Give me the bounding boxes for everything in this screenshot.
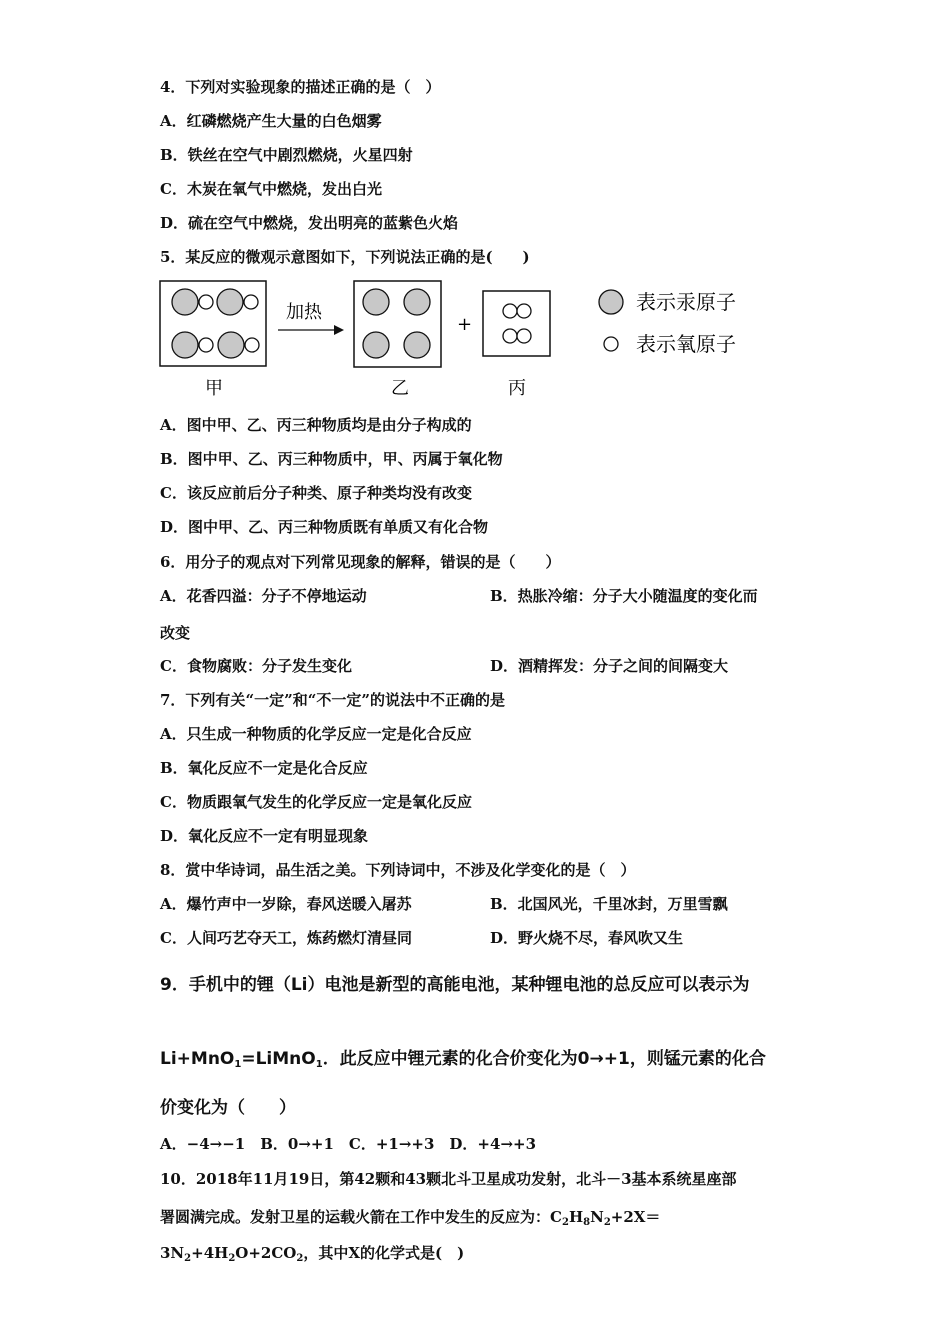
- q5-option-d: D．图中甲、乙、丙三种物质既有单质又有化合物: [160, 518, 489, 536]
- q7-option-d: D．氧化反应不一定有明显现象: [160, 827, 369, 845]
- hg-atom: [172, 289, 198, 315]
- q6-option-d: D．酒精挥发：分子之间的间隔变大: [490, 657, 729, 675]
- hg-atom: [363, 332, 389, 358]
- q8-stem: 8．赏中华诗词，品生活之美。下列诗词中，不涉及化学变化的是（ ）: [160, 861, 636, 879]
- plus-sign: +: [457, 314, 473, 335]
- q10-line-1: 10．2018年11月19日，第42颗和43颗北斗卫星成功发射，北斗－3基本系统星座部: [160, 1170, 737, 1188]
- q6-option-b: B．热胀冷缩：分子大小随温度的变化而: [490, 587, 758, 605]
- label-jia: 甲: [205, 378, 223, 399]
- hg-atom: [172, 332, 198, 358]
- q7-option-c: C．物质跟氧气发生的化学反应一定是氧化反应: [160, 793, 472, 811]
- q10-line-2-text: 署圆满完成。发射卫星的运载火箭在工作中发生的反应为：: [160, 1208, 551, 1226]
- q10-line-2: [160, 1207, 660, 1227]
- o-atom: [245, 338, 259, 352]
- q9-eq-mid: =LiMnO: [241, 1049, 316, 1069]
- q4-option-c: C．木炭在氧气中燃烧，发出白光: [160, 180, 382, 198]
- legend-hg-label: 表示汞原子: [636, 290, 736, 314]
- q9-options: A．−4→−1 B．0→+1 C．+1→+3 D．+4→+3: [160, 1135, 537, 1153]
- q9-eq-sub1: 1: [234, 1059, 242, 1070]
- o-atom: [503, 304, 517, 318]
- q9-line-2-rest: ．此反应中锂元素的化合价变化为0→+1，则锰元素的化合: [322, 1049, 766, 1069]
- legend-hg-icon: [599, 290, 623, 314]
- q8-option-c: C．人间巧艺夺天工，炼药燃灯清昼同: [160, 929, 412, 947]
- q7-option-b: B．氧化反应不一定是化合反应: [160, 759, 368, 777]
- q8-option-b: B．北国风光，千里冰封，万里雪飘: [490, 895, 728, 913]
- q10-reactant: $C_2H_8N_2+2X=$: [550, 1208, 661, 1228]
- o-atom: [517, 304, 531, 318]
- hg-atom: [404, 289, 430, 315]
- hg-atom: [218, 332, 244, 358]
- o-atom: [199, 338, 213, 352]
- q4-option-a: A．红磷燃烧产生大量的白色烟雾: [160, 112, 382, 130]
- label-bing: 丙: [508, 378, 526, 399]
- box-jia: [160, 281, 266, 366]
- q4-option-b: B．铁丝在空气中剧烈燃烧，火星四射: [160, 146, 413, 164]
- q6-option-b-continued: 改变: [160, 624, 191, 642]
- q6-option-c: C．食物腐败：分子发生变化: [160, 657, 352, 675]
- q8-option-d: D．野火烧不尽，春风吹又生: [490, 929, 684, 947]
- hg-atom: [363, 289, 389, 315]
- q9-line-3: 价变化为（ ）: [160, 1098, 296, 1118]
- q5-option-b: B．图中甲、乙、丙三种物质中，甲、丙属于氧化物: [160, 450, 503, 468]
- q5-stem: 5．某反应的微观示意图如下，下列说法正确的是( ): [160, 248, 530, 266]
- o-atom: [517, 329, 531, 343]
- q6-option-a: A．花香四溢：分子不停地运动: [160, 587, 367, 605]
- o-atom: [503, 329, 517, 343]
- arrow-head: [334, 325, 344, 335]
- q4-stem: 4．下列对实验现象的描述正确的是（ ）: [160, 78, 441, 96]
- q4-option-d: D．硫在空气中燃烧，发出明亮的蓝紫色火焰: [160, 214, 459, 232]
- q9-eq-sub2: 1: [315, 1059, 323, 1070]
- label-yi: 乙: [391, 378, 409, 399]
- q9-line-1: 9．手机中的锂（Li）电池是新型的高能电池，某种锂电池的总反应可以表示为: [160, 975, 750, 995]
- arrow-label: 加热: [286, 302, 322, 323]
- q7-stem: 7．下列有关“一定”和“不一定”的说法中不正确的是: [160, 691, 505, 709]
- legend-o-icon: [604, 337, 618, 351]
- q9-line-2: [160, 1049, 766, 1069]
- q5-option-c: C．该反应前后分子种类、原子种类均没有改变: [160, 484, 472, 502]
- q8-option-a: A．爆竹声中一岁除，春风送暖入屠苏: [160, 895, 412, 913]
- q9-eq-left: Li+MnO: [160, 1049, 235, 1069]
- legend-o-label: 表示氧原子: [636, 332, 736, 356]
- q10-line-3: $3N_2+4H_2O+2CO_2$，其中X的化学式是( ): [160, 1244, 465, 1264]
- o-atom: [244, 295, 258, 309]
- reaction-diagram: [158, 278, 778, 403]
- q7-option-a: A．只生成一种物质的化学反应一定是化合反应: [160, 725, 472, 743]
- hg-atom: [217, 289, 243, 315]
- q6-stem: 6．用分子的观点对下列常见现象的解释，错误的是（ ）: [160, 553, 561, 571]
- o-atom: [199, 295, 213, 309]
- hg-atom: [404, 332, 430, 358]
- q5-option-a: A．图中甲、乙、丙三种物质均是由分子构成的: [160, 416, 472, 434]
- box-yi: [354, 281, 441, 367]
- box-bing: [483, 291, 550, 356]
